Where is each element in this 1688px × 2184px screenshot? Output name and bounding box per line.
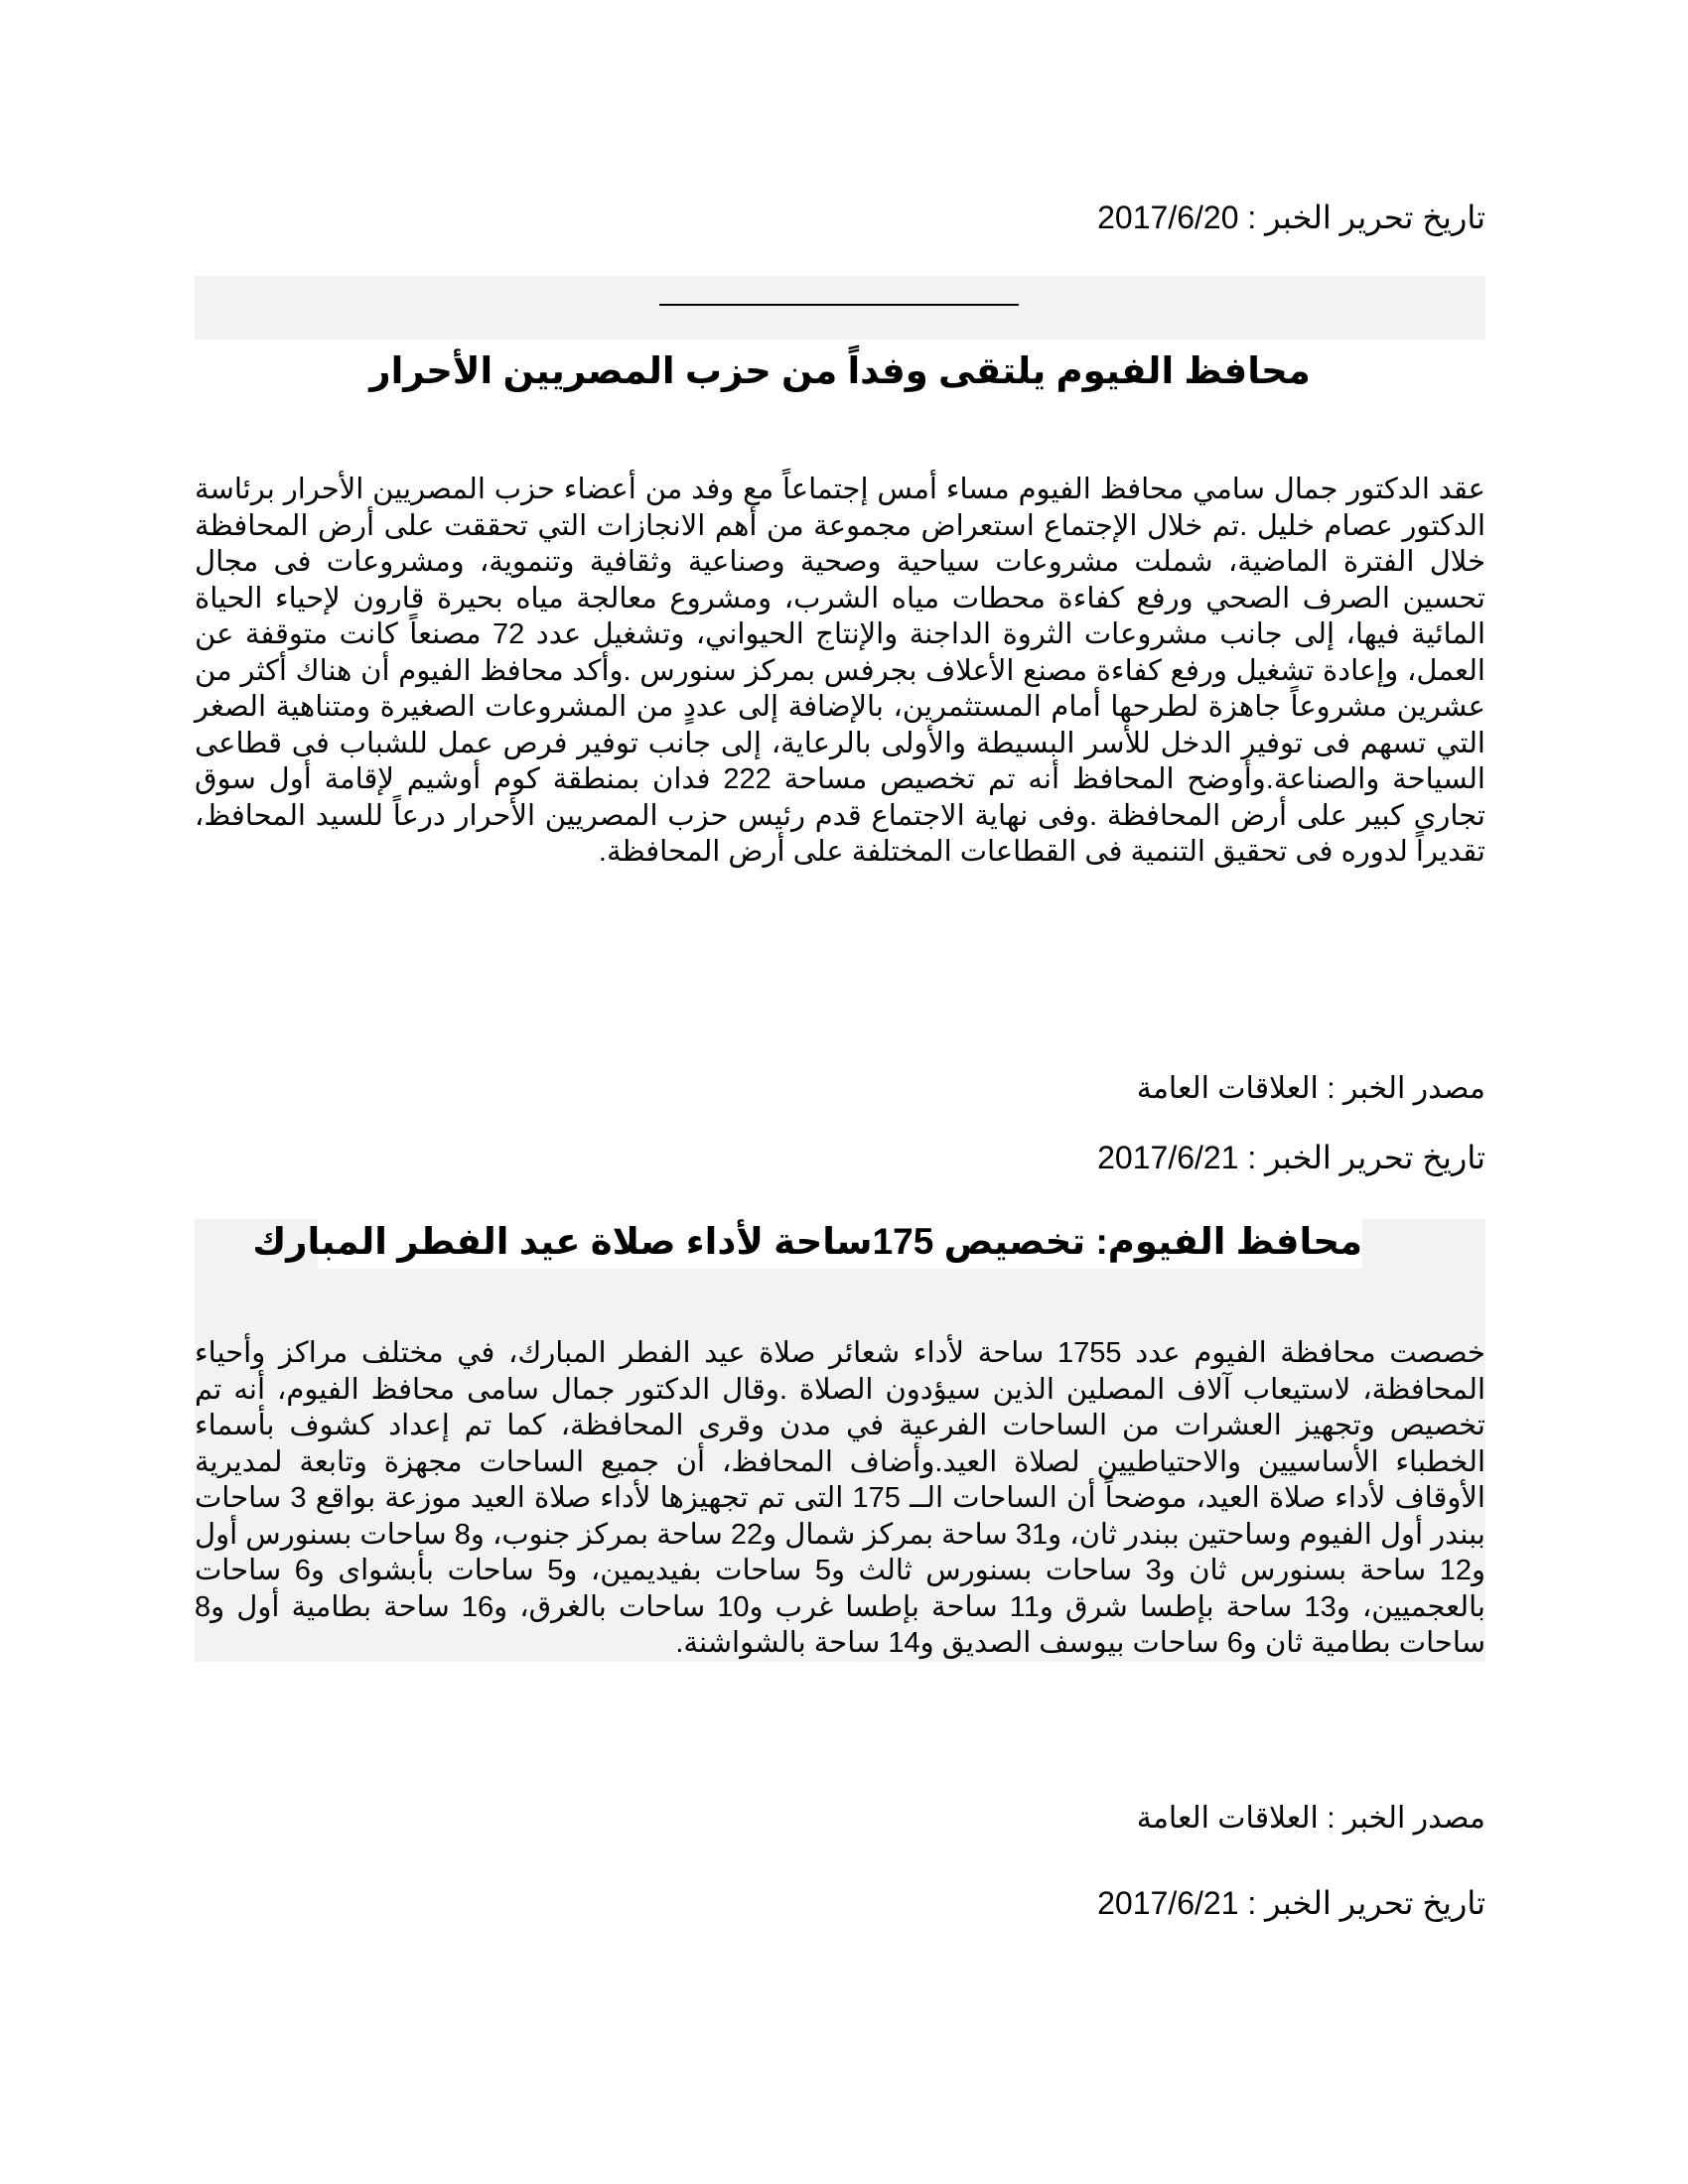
article-date-line: تاريخ تحرير الخبر : 2017/6/20 bbox=[1097, 200, 1485, 235]
article-body: خصصت محافظة الفيوم عدد 1755 ساحة لأداء شعائر صلاة عيد الفطر المبارك، في مختلف مراكز وأحياء المحافظة، لاستيعاب آلاف المصلين الذين سيؤدون الصلاة .وقال الدكتور جمال سامى محافظ الفيوم، أنه تم تخصيص وتجهيز العشرات من الساحات الفرعية في مدن وقرى المحافظة، كما تم إعداد كشوف بأسماء الخطباء الأساسيين والاحتياطيين لصلاة العيد.وأضاف المحافظ، أن جميع الساحات مجهزة وتابعة لمديرية الأوقاف لأداء صلاة العيد، موضحاً أن الساحات الــ 175 التى تم تجهيزها لأداء صلاة العيد موزعة بواقع 3 ساحات ببندر أول الفيوم وساحتين ببندر ثان، و31 ساحة بمركز شمال و22 ساحة بمركز جنوب، و8 ساحات بسنورس أول و12 ساحة بسنورس ثان و3 ساحات بسنورس ثالث و5 ساحات بفيديمين، و5 ساحات بأبشواى و6 ساحات بالعجميين، و13 ساحة بإطسا شرق و11 ساحة بإطسا غرب و10 ساحات بالغرق، و16 ساحة بطامية أول و8 ساحات بطامية ثان و6 ساحات بيوسف الصديق و14 ساحة بالشواشنة. bbox=[195, 1335, 1485, 1662]
article-body: عقد الدكتور جمال سامي محافظ الفيوم مساء أمس إجتماعاً مع وفد من أعضاء حزب المصريين الأحرار برئاسة الدكتور عصام خليل .تم خلال الإجتماع استعراض مجموعة من أهم الانجازات التي تحققت على أرض المحافظة خلال الفترة الماضية، شملت مشروعات سياحية وصحية وصناعية وثقافية وتنموية، ومشروعات فى مجال تحسين الصرف الصحي ورفع كفاءة محطات مياه الشرب، ومشروع معالجة مياه بحيرة قارون لإحياء الحياة المائية فيها، إلى جانب مشروعات الثروة الداجنة والإنتاج الحيواني، وتشغيل عدد 72 مصنعاً كانت متوقفة عن العمل، وإعادة تشغيل ورفع كفاءة مصنع الأعلاف بجرفس بمركز سنورس .وأكد محافظ الفيوم أن هناك أكثر من عشرين مشروعاً جاهزة لطرحها أمام المستثمرين، بالإضافة إلى عددٍ من المشروعات الصغيرة ومتناهية الصغر التي تسهم فى توفير الدخل للأسر البسيطة والأولى بالرعاية، إلى جانب توفير فرص عمل للشباب فى قطاعى السياحة والصناعة.وأوضح المحافظ أنه تم تخصيص مساحة 222 فدان بمنطقة كوم أوشيم لإقامة أول سوق تجارى كبير على أرض المحافظة .وفى نهاية الاجتماع قدم رئيس حزب المصريين الأحرار درعاً للسيد المحافظ، تقديراً لدوره فى تحقيق التنمية فى القطاعات المختلفة على أرض المحافظة. bbox=[195, 474, 1486, 868]
article-source-line: مصدر الخبر : العلاقات العامة bbox=[1136, 1072, 1485, 1105]
title-shading bbox=[195, 276, 1485, 340]
article-headline: محافظ الفيوم: تخصيص 175ساحة لأداء صلاة عيد الفطر المبارك bbox=[318, 1215, 1362, 1269]
article-source-line: مصدر الخبر : العلاقات العامة bbox=[1136, 1802, 1485, 1835]
horizontal-rule bbox=[659, 304, 1019, 306]
article-headline: محافظ الفيوم يلتقى وفداً من حزب المصريين الأحرار bbox=[369, 350, 1311, 391]
document-page bbox=[195, 0, 1485, 2184]
article-date-line: تاريخ تحرير الخبر : 2017/6/21 bbox=[1097, 1140, 1485, 1175]
article-date-line: تاريخ تحرير الخبر : 2017/6/21 bbox=[1097, 1885, 1485, 1921]
